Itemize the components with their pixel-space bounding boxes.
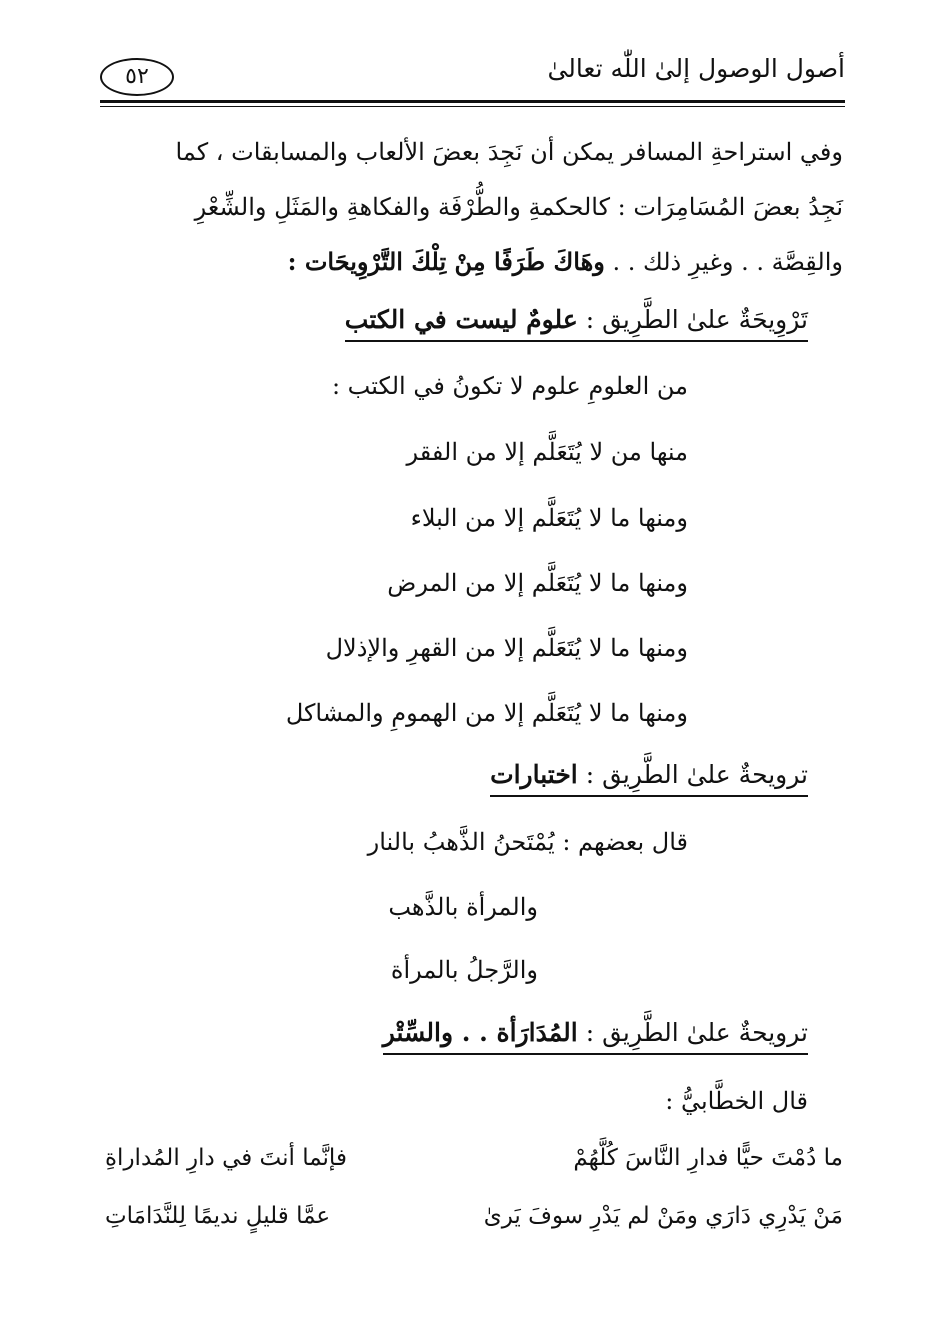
section-2-line-1: قال بعضهم : يُمْتَحنُ الذَّهبُ بالنار <box>367 828 688 856</box>
verse-1-first-hemistich: ما دُمْتَ حيًّا فدارِ النَّاسَ كُلَّهُمْ <box>573 1145 843 1171</box>
section-heading-1-bold: علومٌ ليست في الكتب <box>344 305 578 334</box>
section-1-line-3: ومنها ما لا يُتَعَلَّم إلا من البلاء <box>410 504 688 532</box>
section-1-line-2: منها من لا يُتَعَلَّم إلا من الفقر <box>406 438 688 466</box>
section-heading-3-plain: ترويحةٌ علىٰ الطَّرِيق : <box>577 1018 808 1047</box>
header-rule-thin <box>100 106 845 107</box>
section-heading-2-bold: اختبارات <box>490 760 578 789</box>
section-heading-1 <box>345 305 808 342</box>
page-number: ٥٢ <box>100 58 174 96</box>
section-1-line-5: ومنها ما لا يُتَعَلَّم إلا من القهرِ والإذلال <box>325 634 688 662</box>
page-header <box>100 50 845 98</box>
verse-2-second-hemistich: عمَّا قليلٍ نديمًا لِلنَّدَامَاتِ <box>105 1203 331 1229</box>
quote-attribution: قال الخطَّابيُّ : <box>665 1087 808 1115</box>
section-heading-2 <box>490 760 808 797</box>
header-rule-thick <box>100 100 845 103</box>
section-1-line-6: ومنها ما لا يُتَعَلَّم إلا من الهمومِ والمشاكل <box>285 699 688 727</box>
section-1-line-1: من العلومِ علوم لا تكونُ في الكتب : <box>331 372 688 400</box>
section-2-line-2: والمرأة بالذَّهب <box>388 893 538 921</box>
section-heading-3 <box>383 1018 808 1055</box>
intro-line-3-plain: والقِصَّة . . وغيرِ ذلك . . <box>604 248 843 276</box>
intro-line-3-bold: وهَاكَ طَرَفًا مِنْ تِلْكَ التَّرْوِيحَات : <box>287 247 605 276</box>
section-heading-1-plain: تَرْوِيحَةٌ علىٰ الطَّرِيق : <box>577 305 808 334</box>
section-2-line-3: والرَّجلُ بالمرأة <box>390 956 538 984</box>
intro-line-2: نَجِدُ بعضَ المُسَامِرَات : كالحكمةِ والطُّرْفَة والفكاهةِ والمَثَلِ والشِّعْرِ <box>194 193 843 221</box>
section-heading-2-plain: ترويحةٌ علىٰ الطَّرِيق : <box>577 760 808 789</box>
verse-2-first-hemistich: مَنْ يَدْرِي دَارَي ومَنْ لم يَدْرِ سوفَ يَرىٰ <box>483 1203 843 1229</box>
section-heading-3-bold: المُدَارَأة . . والسِّتْر <box>382 1018 578 1047</box>
verse-1-second-hemistich: فإنَّما أنتَ في دارِ المُداراةِ <box>105 1145 347 1171</box>
intro-line-1: وفي استراحةِ المسافر يمكن أن نَجِدَ بعضَ الألعاب والمسابقات ، كما <box>175 138 843 166</box>
intro-line-3 <box>288 247 843 276</box>
running-title: أصول الوصول إلىٰ اللّٰه تعالىٰ <box>547 54 845 83</box>
section-1-line-4: ومنها ما لا يُتَعَلَّم إلا من المرض <box>387 569 688 597</box>
